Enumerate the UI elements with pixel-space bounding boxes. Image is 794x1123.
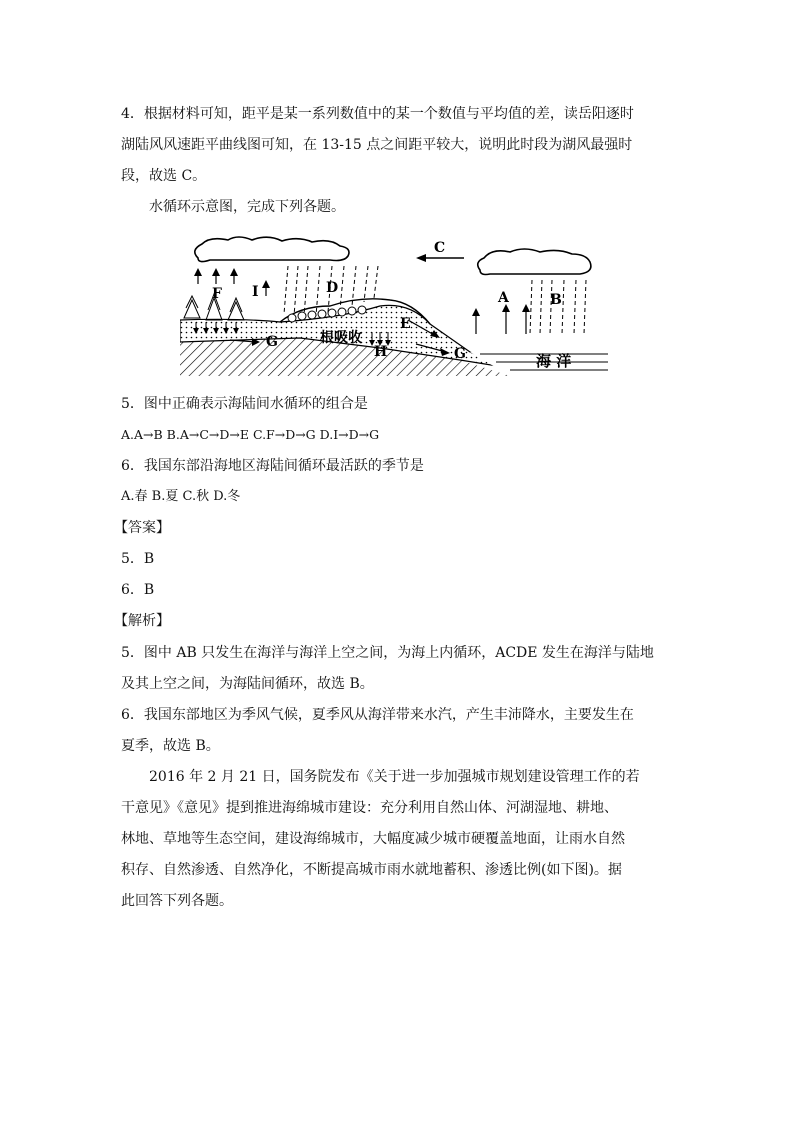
- label-g-right: G: [454, 346, 466, 362]
- label-f: F: [212, 286, 222, 302]
- answer-heading: 【答案】: [114, 520, 170, 536]
- explanation-6-line-1: 6．我国东部地区为季风气候，夏季风从海洋带来水汽，产生丰沛降水，主要发生在: [121, 707, 634, 723]
- question-5-options: A.A→B B.A→C→D→E C.F→D→G D.I→D→G: [121, 427, 380, 442]
- label-e: E: [400, 316, 411, 332]
- answer-5: 5．B: [121, 551, 155, 567]
- explanation-5-line-1: 5．图中 AB 只发生在海洋与海洋上空之间，为海上内循环，ACDE 发生在海洋与陆地: [121, 645, 654, 661]
- label-c: C: [434, 240, 446, 256]
- sponge-city-line-1: 2016 年 2 月 21 日，国务院发布《关于进一步加强城市规划建设管理工作的若: [149, 769, 640, 785]
- label-root-absorption: 根吸收: [320, 330, 362, 346]
- explanation-5-line-2: 及其上空之间，为海陆间循环，故选 B。: [121, 676, 374, 692]
- label-h: H: [374, 344, 388, 360]
- explanation-6-line-2: 夏季，故选 B。: [121, 738, 220, 754]
- sponge-city-line-4: 积存、自然渗透、自然净化，不断提高城市雨水就地蓄积、渗透比例(如下图)。据: [121, 862, 622, 878]
- question-5: 5．图中正确表示海陆间水循环的组合是: [121, 396, 368, 412]
- label-i: I: [252, 284, 259, 300]
- answer-6: 6．B: [121, 582, 155, 598]
- answer-4-line-1: 4．根据材料可知，距平是某一系列数值中的某一个数值与平均值的差，读岳阳逐时: [121, 106, 634, 122]
- question-6: 6．我国东部沿海地区海陆间循环最活跃的季节是: [121, 458, 424, 474]
- answer-4-line-2: 湖陆风风速距平曲线图可知，在 13-15 点之间距平较大，说明此时段为湖风最强时: [121, 137, 633, 153]
- question-6-options: A.春 B.夏 C.秋 D.冬: [121, 489, 241, 504]
- sponge-city-line-3: 林地、草地等生态空间，建设海绵城市，大幅度减少城市硬覆盖地面，让雨水自然: [121, 831, 625, 847]
- label-g-left: G: [266, 334, 278, 350]
- right-cloud-shape: [478, 249, 591, 275]
- label-b: B: [550, 292, 562, 308]
- water-cycle-diagram: [180, 236, 608, 376]
- label-a: A: [498, 290, 509, 306]
- sponge-city-line-5: 此回答下列各题。: [121, 893, 233, 909]
- answer-4-line-3: 段，故选 C。: [121, 168, 207, 184]
- label-d: D: [326, 280, 339, 296]
- sponge-city-line-2: 干意见》《意见》提到推进海绵城市建设：充分利用自然山体、河湖湿地、耕地、: [121, 800, 618, 816]
- left-cloud-shape: [195, 237, 349, 262]
- figure-intro: 水循环示意图，完成下列各题。: [149, 199, 345, 215]
- label-ocean: 海 洋: [536, 352, 572, 370]
- explanation-heading: 【解析】: [114, 613, 170, 629]
